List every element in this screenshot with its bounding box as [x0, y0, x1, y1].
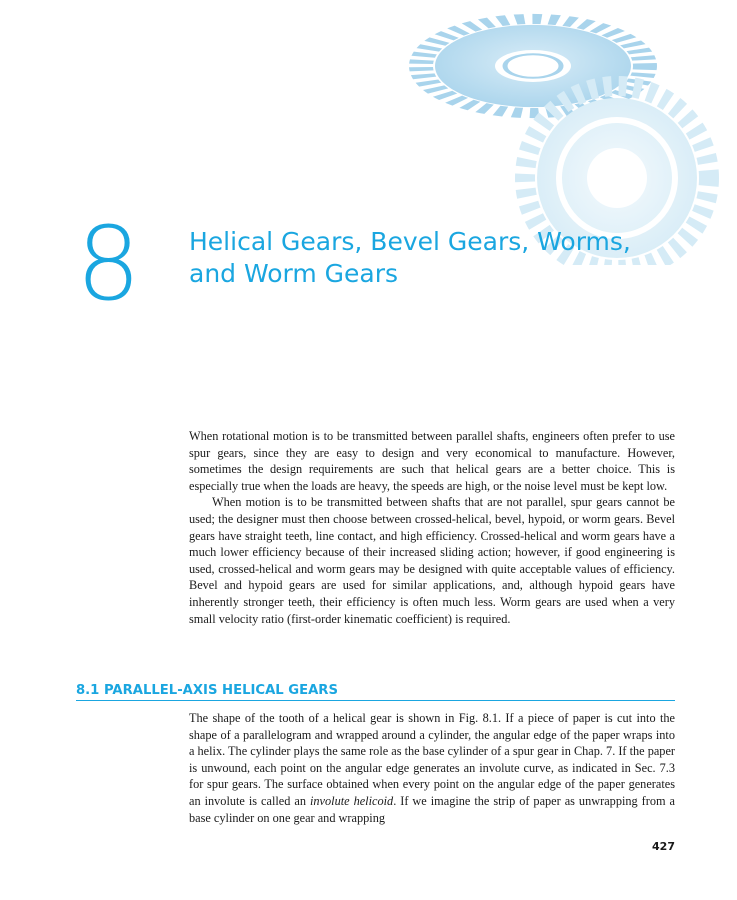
section-term: involute helicoid	[309, 793, 394, 808]
intro-text	[189, 428, 675, 627]
page-number: 427	[652, 840, 675, 853]
chapter-number: 8	[76, 205, 141, 324]
chapter-title-line-1: Helical Gears, Bevel Gears, Worms,	[189, 227, 631, 256]
intro-paragraph-1: When rotational motion is to be transmitted between parallel shafts, engineers often prefer to use spur gears, since they are easy to design and very economical to manufacture. However, sometimes the design requirements are such that helical gears are a better choice. This is especially true when the loads are heavy, the speeds are high, or the noise level must be kept low.	[189, 429, 675, 493]
section-text-part-1: The shape of the tooth of a helical gear is shown in Fig. 8.1. If a piece of paper is cut into the shape of a parallelogram and wrapped around a cylinder, the angular edge of the paper wraps into a helix. The cylinder plays the same role as the base cylinder of a spur gear in Chap. 7. If the paper is unwound, each point on the angular edge generates an involute curve, as indicated in Sec. 7.3 for spur gears. The surface obtained when every point on the angular edge of the paper generates an involute is called an	[189, 711, 676, 808]
chapter-title-line-2: and Worm Gears	[189, 259, 399, 288]
chapter-title	[189, 226, 669, 290]
section-text	[189, 710, 675, 826]
section-paragraph	[189, 710, 675, 826]
section-text-part-2: . If we imagine the strip of paper as unwrapping from a base cylinder on one gear and wrapping	[189, 793, 676, 825]
intro-paragraph-2: When motion is to be transmitted between shafts that are not parallel, spur gears cannot be used; the designer must then choose between crossed-helical, bevel, hypoid, or worm gears. Bevel gears have straight teeth, line contact, and high efficiency. Crossed-helical and worm gears have a much lower efficiency because of their increased sliding action; however, if good engineering is used, crossed-helical and worm gears may be designed with quite acceptable values of efficiency. Bevel and hypoid gears are used for similar applications, and, although hypoid gears have inherently stronger teeth, their efficiency is often much less. Worm gears are used when a very small velocity ratio (first-order kinematic coefficient) is required.	[189, 495, 675, 626]
section-heading: 8.1 PARALLEL-AXIS HELICAL GEARS	[76, 683, 675, 701]
